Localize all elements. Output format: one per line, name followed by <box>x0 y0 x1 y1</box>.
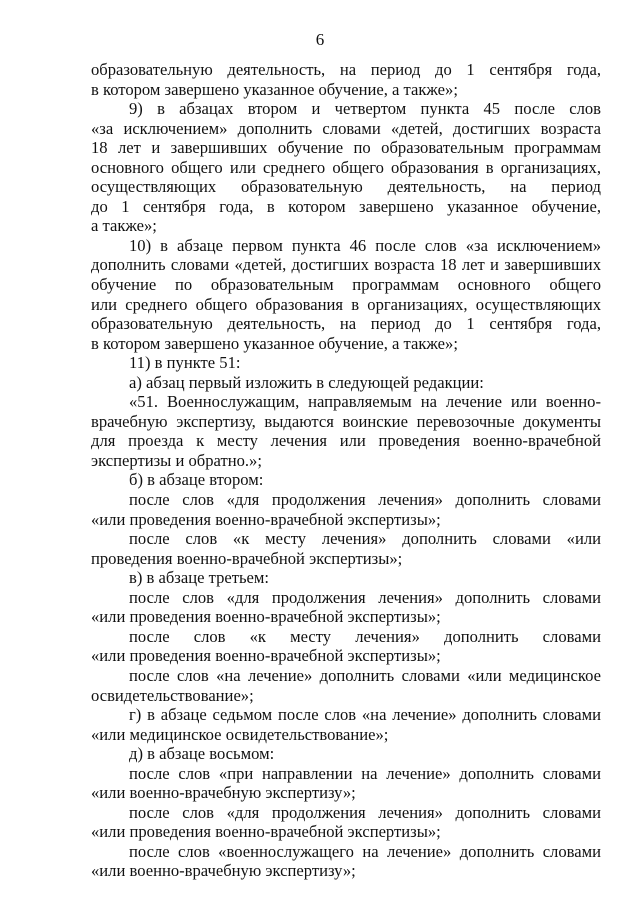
text-line: образовательную деятельность, на период до 1 сентября года, <box>91 60 601 79</box>
text-line: «или проведения военно-врачебной экспертизы»; <box>91 646 441 666</box>
text-line: а) абзац первый изложить в следующей редакции: <box>129 372 484 392</box>
document-body <box>91 60 601 881</box>
text-line: 9) в абзацах втором и четвертом пункта 45 после слов <box>129 99 601 119</box>
text-line: после слов «к месту лечения» дополнить словами «или <box>129 529 601 549</box>
text-line: д) в абзаце восьмом: <box>129 744 275 764</box>
text-line: 10) в абзаце первом пункта 46 после слов «за исключением» <box>129 235 601 255</box>
text-line: проведения военно-врачебной экспертизы»; <box>91 548 403 568</box>
text-line: 18 лет и завершивших обучение по образовательным программам <box>91 138 601 158</box>
text-line: после слов «для продолжения лечения» дополнить словами <box>129 587 601 607</box>
text-line: до 1 сентября года, в котором завершено указанное обучение, <box>91 196 601 216</box>
text-line: после слов «для продолжения лечения» дополнить словами <box>129 802 601 822</box>
text-line: или среднего общего образования в организациях, осуществляющих <box>91 294 601 314</box>
text-line: «или проведения военно-врачебной экспертизы»; <box>91 822 441 842</box>
text-line: экспертизы и обратно.»; <box>91 450 262 470</box>
text-line: образовательную деятельность, на период до 1 сентября года, <box>91 314 601 334</box>
text-line: в котором завершено указанное обучение, а также»; <box>91 79 458 99</box>
text-line: 11) в пункте 51: <box>129 353 241 373</box>
text-line: осуществляющих образовательную деятельность, на период <box>91 177 601 197</box>
text-line: основного общего или среднего общего образования в организациях, <box>91 157 601 177</box>
text-line: освидетельствование»; <box>91 685 254 705</box>
text-line: а также»; <box>91 216 157 236</box>
text-line: в) в абзаце третьем: <box>129 568 270 588</box>
text-line: «или военно-врачебную экспертизу»; <box>91 783 356 803</box>
text-line: «или медицинское освидетельствование»; <box>91 724 389 744</box>
text-line: врачебную экспертизу, выдаются воинские перевозочные документы <box>91 411 601 431</box>
text-line: после слов «военнослужащего на лечение» дополнить словами <box>129 841 601 861</box>
text-line: после слов «для продолжения лечения» дополнить словами <box>129 490 601 510</box>
text-line: «за исключением» дополнить словами «детей, достигших возраста <box>91 118 601 138</box>
text-line: «или проведения военно-врачебной экспертизы»; <box>91 607 441 627</box>
text-line: «51. Военнослужащим, направляемым на лечение или военно- <box>129 392 601 412</box>
text-line: для проезда к месту лечения или проведения военно-врачебной <box>91 431 601 451</box>
text-line: после слов «при направлении на лечение» дополнить словами <box>129 763 601 783</box>
text-line: обучение по образовательным программам основного общего <box>91 275 601 295</box>
text-line: «или проведения военно-врачебной экспертизы»; <box>91 509 441 529</box>
text-line: б) в абзаце втором: <box>129 470 264 490</box>
text-line: после слов «на лечение» дополнить словами «или медицинское <box>129 665 601 685</box>
text-line: «или военно-врачебную экспертизу»; <box>91 861 356 881</box>
page-number: 6 <box>315 30 325 49</box>
text-line: дополнить словами «детей, достигших возраста 18 лет и завершивших <box>91 255 601 275</box>
text-line: г) в абзаце седьмом после слов «на лечение» дополнить словами <box>129 705 601 725</box>
text-line: после слов «к месту лечения» дополнить словами <box>129 626 601 646</box>
text-line: в котором завершено указанное обучение, а также»; <box>91 333 458 353</box>
